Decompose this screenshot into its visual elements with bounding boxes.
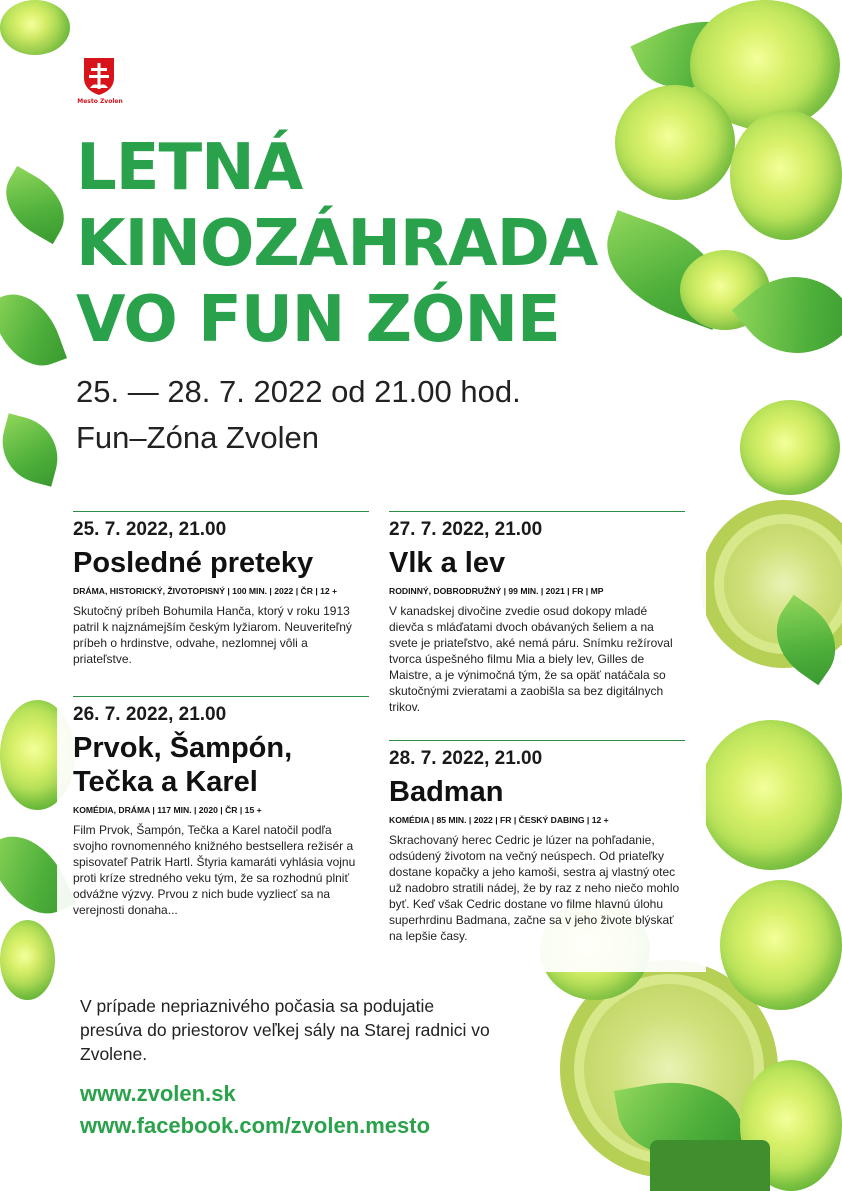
film-title-line: Tečka a Karel xyxy=(73,766,258,798)
film-card-2 xyxy=(73,696,369,918)
title-line-2: KINOZÁHRADA xyxy=(76,207,598,281)
film-title-line: Vlk a lev xyxy=(389,547,506,579)
divider xyxy=(73,511,369,512)
film-date: 27. 7. 2022, 21.00 xyxy=(389,519,543,540)
event-venue: Fun–Zóna Zvolen xyxy=(76,420,319,455)
film-title-line: Prvok, Šampón, xyxy=(73,732,293,764)
film-title-line: Posledné preteky xyxy=(73,547,314,579)
facebook-link[interactable]: www.facebook.com/zvolen.mesto xyxy=(80,1113,431,1138)
film-meta: DRÁMA, HISTORICKÝ, ŽIVOTOPISNÝ | 100 MIN. | 2022 | ČR | 12 + xyxy=(73,586,338,596)
film-meta: KOMÉDIA, DRÁMA | 117 MIN. | 2020 | ČR | 15 + xyxy=(73,805,262,815)
film-card-3 xyxy=(389,511,685,715)
film-card-4 xyxy=(389,740,685,944)
film-description: Film Prvok, Šampón, Tečka a Karel natočil podľa svojho rovnomenného knižného bestsellera režisér a spisovateľ Patrik Hartl. Štyria kamaráti vyhlásia vojnu proti kríze stredného veku tým, že sa rozhodnú plniť odvážne výzvy. Prvou z nich bude vyzliecť sa na verejnosti donaha... xyxy=(73,823,356,917)
weather-note: V prípade nepriaznivého počasia sa podujatie presúva do priestorov veľkej sály na Starej radnici vo Zvolene. xyxy=(80,996,490,1064)
website-link[interactable]: www.zvolen.sk xyxy=(80,1081,236,1106)
page-title xyxy=(76,130,597,358)
divider xyxy=(389,740,685,741)
film-title xyxy=(73,546,369,580)
film-title xyxy=(73,731,369,799)
divider xyxy=(73,696,369,697)
title-line-1: LETNÁ xyxy=(76,131,303,205)
title-line-3: VO FUN ZÓNE xyxy=(76,283,560,357)
film-title xyxy=(389,775,685,809)
film-meta: RODINNÝ, DOBRODRUŽNÝ | 99 MIN. | 2021 | FR | MP xyxy=(389,586,604,596)
film-card-1 xyxy=(73,511,369,667)
film-description: V kanadskej divočine zvedie osud dokopy mladé dievča s mláďatami dvoch obávaných šeliem a na svete je priateľstvo, aké nemá páru. Snímku režíroval tvorca úspešného filmu Mia a biely lev, Gilles de Maistre, a je výnimočná tým, že sa opäť natáčala so skutočnými zvieratami a zaobišla sa bez digitálnych trikov. xyxy=(389,604,673,714)
film-title xyxy=(389,546,685,580)
logo-text: Mesto Zvolen xyxy=(77,98,123,105)
film-date: 26. 7. 2022, 21.00 xyxy=(73,704,227,725)
film-description: Skrachovaný herec Cedric je lúzer na pohľadanie, odsúdený životom na večný neúspech. Od priateľky dostane kopačky a jeho kamoši, sestra aj vlastný otec už nadobro stratili nádej, že by raz z neho niečo mohlo byť. Keď však Cedric dostane vo filme hlavnú úlohu superhrdinu Badmana, začne sa v jeho živote blýskať na lepšie časy. xyxy=(389,833,680,943)
divider xyxy=(389,511,685,512)
film-title-line: Badman xyxy=(389,776,504,808)
film-meta: KOMÉDIA | 85 MIN. | 2022 | FR | ČESKÝ DABING | 12 + xyxy=(389,815,609,825)
film-date: 28. 7. 2022, 21.00 xyxy=(389,748,543,769)
links xyxy=(80,1078,430,1142)
film-date: 25. 7. 2022, 21.00 xyxy=(73,519,227,540)
city-coat-of-arms-icon xyxy=(82,56,116,96)
film-description: Skutočný príbeh Bohumila Hanča, ktorý v roku 1913 patril k najznámejším českým lyžiarom. Neuveriteľný príbeh o hrdinstve, odvahe, nezlomnej vôli a priateľstve. xyxy=(73,604,352,666)
event-dates: 25. — 28. 7. 2022 od 21.00 hod. xyxy=(76,374,521,409)
